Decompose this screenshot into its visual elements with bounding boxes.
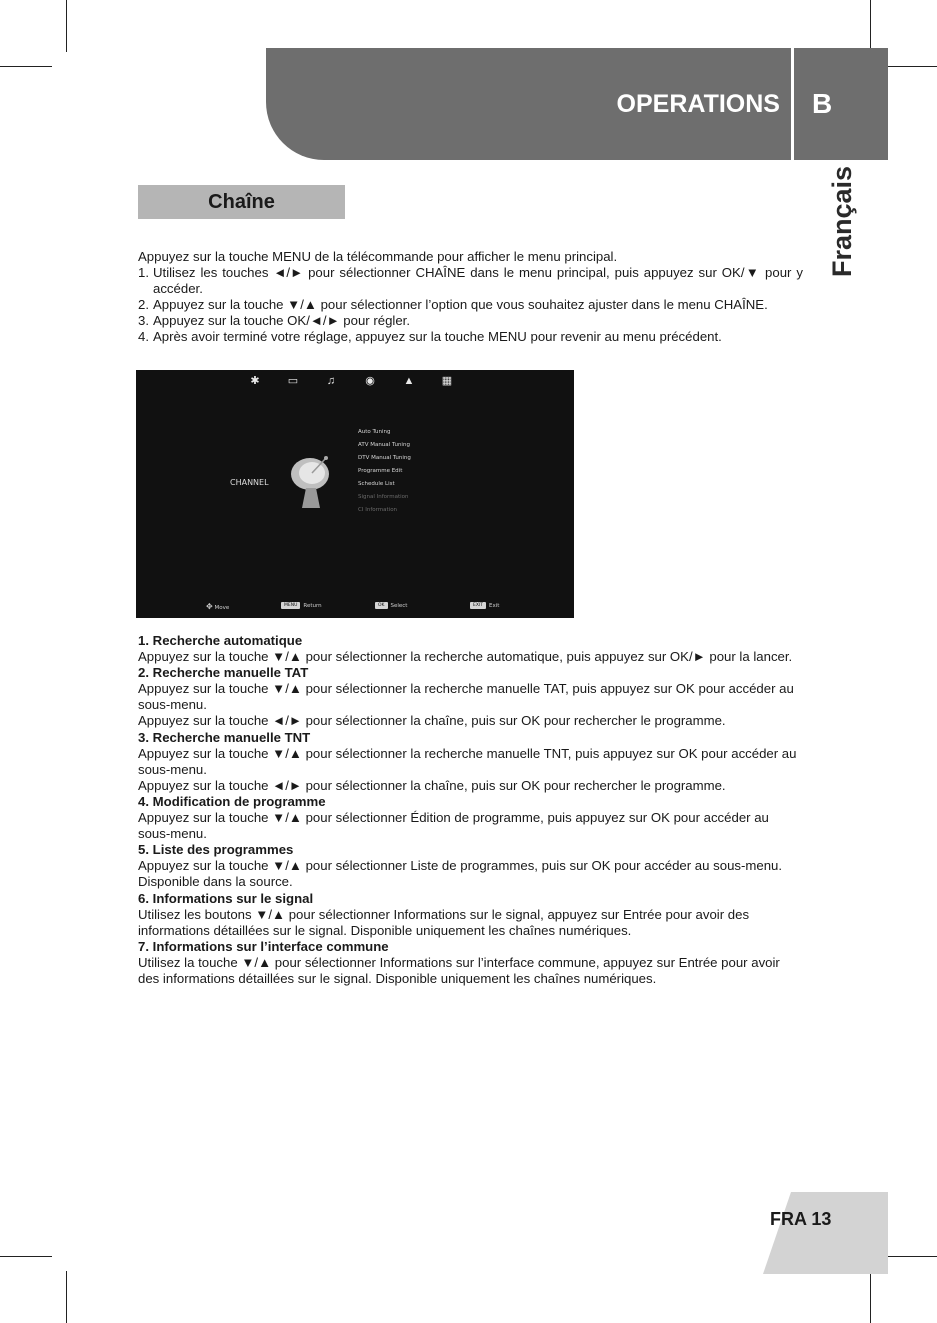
footer-exit <box>470 602 499 609</box>
footer-move <box>206 602 229 611</box>
step-number: 1. <box>138 265 149 281</box>
move-arrows-icon: ✥ <box>206 602 213 611</box>
clock-icon: ◉ <box>365 375 375 387</box>
satellite-dish-icon <box>286 452 336 510</box>
step-number: 3. <box>138 313 149 329</box>
step-number: 4. <box>138 329 149 345</box>
list-item <box>138 329 803 345</box>
crop-mark <box>885 1256 937 1257</box>
crop-mark <box>66 1271 67 1323</box>
section-paragraph: Appuyez sur la touche ▼/▲ pour sélectionner la recherche manuelle TAT, puis appuyez sur OK pour accéder au sous-menu. <box>138 681 794 713</box>
list-item <box>138 297 803 313</box>
step-number: 2. <box>138 297 149 313</box>
page-number: FRA 13 <box>770 1209 832 1229</box>
crop-mark <box>0 1256 52 1257</box>
section-heading: 7. Informations sur l’interface commune <box>138 938 389 954</box>
channel-menu <box>358 426 411 517</box>
section-paragraph: Appuyez sur la touche ◄/► pour sélectionner la chaîne, puis sur OK pour rechercher le programme. <box>138 777 726 793</box>
section-heading: 4. Modification de programme <box>138 793 326 809</box>
section-heading: 5. Liste des programmes <box>138 842 294 858</box>
footer-select <box>375 602 407 609</box>
step-text: Appuyez sur la touche OK/◄/► pour régler. <box>153 313 411 329</box>
crop-mark <box>870 1271 871 1323</box>
ok-key: OK <box>375 602 388 609</box>
music-note-icon: ♫ <box>326 375 336 387</box>
page-number-tab <box>763 1192 888 1274</box>
section-paragraph: Appuyez sur la touche ◄/► pour sélectionner la chaîne, puis sur OK pour rechercher le programme. <box>138 713 726 729</box>
menu-item-dtv-manual-tuning[interactable]: DTV Manual Tuning <box>358 455 411 461</box>
channel-label: CHANNEL <box>230 478 269 487</box>
section-paragraph: Appuyez sur la touche ▼/▲ pour sélectionner la recherche manuelle TNT, puis appuyez sur OK pour accéder au sous-menu. <box>138 745 797 777</box>
intro-lead: Appuyez sur la touche MENU de la télécommande pour afficher le menu principal. <box>138 249 618 264</box>
language-label: Français <box>827 165 857 277</box>
header-title: OPERATIONS <box>616 90 780 118</box>
step-text: Appuyez sur la touche ▼/▲ pour sélectionner l’option que vous souhaitez ajuster dans le menu CHAÎNE. <box>153 297 768 313</box>
section-heading: 2. Recherche manuelle TAT <box>138 665 309 681</box>
move-label: Move <box>214 605 230 611</box>
step-text: Après avoir terminé votre réglage, appuyez sur la touche MENU pour revenir au menu précédent. <box>153 329 722 345</box>
list-item <box>138 265 803 297</box>
tv-icon: ▭ <box>287 375 299 387</box>
menu-key: MENU <box>281 602 300 609</box>
section-paragraph: Appuyez sur la touche ▼/▲ pour sélectionner la recherche automatique, puis appuyez sur OK/► pour la lancer. <box>138 649 793 665</box>
crop-mark <box>66 0 67 52</box>
exit-label: Exit <box>489 603 500 609</box>
header-divider <box>791 48 794 160</box>
menu-item-schedule-list[interactable]: Schedule List <box>358 481 395 487</box>
section-paragraph: Utilisez les boutons ▼/▲ pour sélectionner Informations sur le signal, appuyez sur Entrée pour avoir des informations détaillées sur le signal. Disponible uniquement les chaînes numériques. <box>138 906 750 938</box>
gear-icon: ✱ <box>250 375 260 387</box>
select-label: Select <box>390 603 408 609</box>
menu-item-ci-information: CI Information <box>358 507 398 513</box>
grid-icon: ▦ <box>441 375 453 387</box>
step-text: Utilisez les touches ◄/► pour sélectionner CHAÎNE dans le menu principal, puis appuyez sur OK/▼ pour y accéder. <box>153 265 803 297</box>
section-heading: 3. Recherche manuelle TNT <box>138 729 311 745</box>
section-paragraph: Utilisez la touche ▼/▲ pour sélectionner Informations sur l’interface commune, appuyez sur Entrée pour avoir des informations détaillées sur le signal. Disponible uniquement les chaînes numériques. <box>138 954 780 986</box>
menu-item-atv-manual-tuning[interactable]: ATV Manual Tuning <box>358 442 410 448</box>
menu-item-auto-tuning[interactable]: Auto Tuning <box>358 429 391 435</box>
intro-text <box>138 249 803 346</box>
menu-item-signal-information: Signal Information <box>358 494 409 500</box>
section-heading: 6. Informations sur le signal <box>138 890 314 906</box>
section-letter: B <box>812 88 833 119</box>
crop-mark <box>0 66 52 67</box>
section-paragraph: Appuyez sur la touche ▼/▲ pour sélectionner Édition de programme, puis appuyez sur OK pour accéder au sous-menu. <box>138 810 769 842</box>
section-heading: 1. Recherche automatique <box>138 633 303 648</box>
crop-mark <box>885 66 937 67</box>
crop-mark <box>870 0 871 52</box>
instructions-body <box>138 633 803 987</box>
footer-return <box>281 602 322 609</box>
list-item <box>138 313 803 329</box>
exit-key: EXIT <box>470 602 486 609</box>
lock-icon: ▲ <box>403 375 415 387</box>
section-paragraph: Appuyez sur la touche ▼/▲ pour sélectionner Liste de programmes, puis sur OK pour accéder au sous-menu. Disponible dans la source. <box>138 858 783 890</box>
menu-item-programme-edit[interactable]: Programme Edit <box>358 468 403 474</box>
tv-menu-screenshot <box>136 370 574 618</box>
section-title: Chaîne <box>138 185 345 219</box>
return-label: Return <box>303 603 322 609</box>
